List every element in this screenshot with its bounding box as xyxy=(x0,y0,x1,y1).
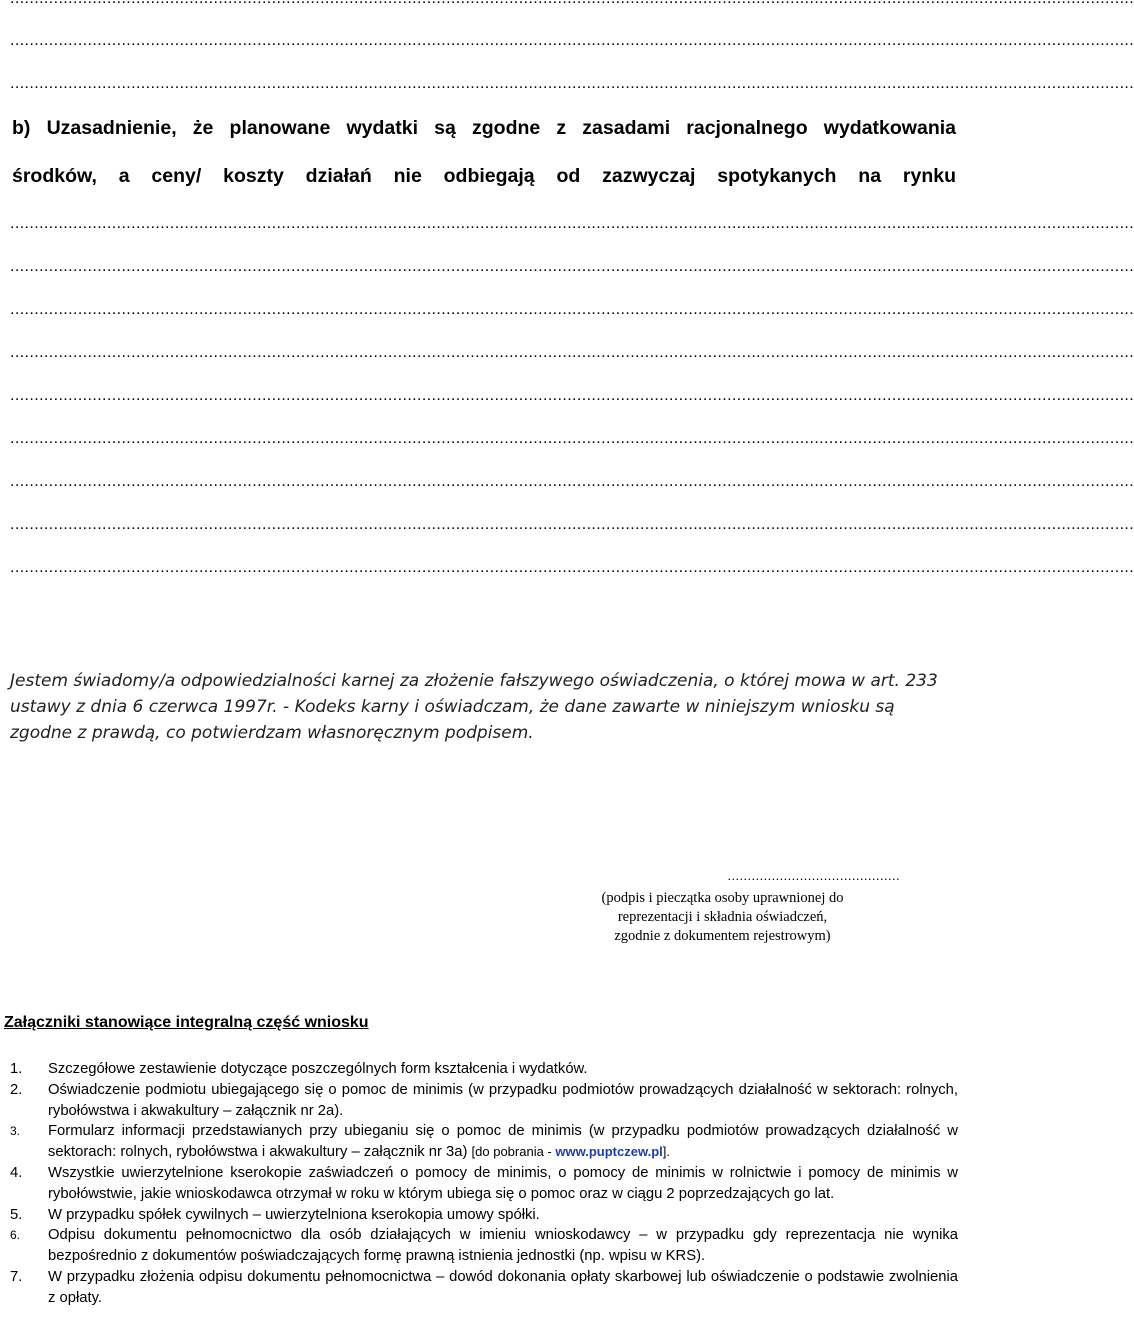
list-item-number: 5. xyxy=(10,1206,23,1223)
answer-dotted-line: ........................................................................................................................................................................................................................................ xyxy=(10,559,1134,576)
signature-caption xyxy=(560,889,885,946)
list-item-number: 4. xyxy=(10,1164,23,1181)
criminal-liability-declaration: Jestem świadomy/a odpowiedzialności karnej za złożenie fałszywego oświadczenia, o której mowa w art. 233 ustawy z dnia 6 czerwca 1997r. - Kodeks karny i oświadczam, że dane zawarte w niniejszym wniosku są zgodne z prawdą, co potwierdzam własnoręcznym podpisem. xyxy=(10,671,938,743)
list-item-text: Wszystkie uwierzytelnione kserokopie zaświadczeń o pomocy de minimis, o pomocy de minimis w rolnictwie i pomocy de minimis w rybołówstwie, jakie wnioskodawca otrzymał w roku w którym ubiega się o pomoc oraz w ciągu 2 poprzedzających go lat. xyxy=(48,1164,958,1202)
list-item xyxy=(10,1205,958,1226)
signature-caption-line: zgodnie z dokumentem rejestrowym) xyxy=(614,928,831,944)
section-heading-line-2: środków, a ceny/ koszty działań nie odbiegają od zazwyczaj spotykanych na rynku xyxy=(12,165,956,187)
section-heading-line-1: b) Uzasadnienie, że planowane wydatki są zgodne z zasadami racjonalnego wydatkowania xyxy=(12,117,956,139)
signature-caption-line: (podpis i pieczątka osoby uprawnionej do xyxy=(601,890,844,906)
list-item xyxy=(10,1225,958,1267)
list-item-text: Oświadczenie podmiotu ubiegającego się o pomoc de minimis (w przypadku podmiotów prowadzących działalność w sektorach: rolnych, rybołówstwa i akwakultury – załącznik nr 2a). xyxy=(48,1081,958,1119)
download-note-prefix: [do pobrania - xyxy=(471,1144,556,1160)
download-link[interactable]: www.puptczew.pl xyxy=(555,1144,663,1160)
dotted-line: ........................................................................................................................................................................................................................................ xyxy=(10,75,1134,92)
list-item-text: W przypadku spółek cywilnych – uwierzytelniona kserokopia umowy spółki. xyxy=(48,1206,540,1223)
signature-caption-line: reprezentacji i składnia oświadczeń, xyxy=(617,909,828,925)
signature-line: ........................................... xyxy=(727,868,900,883)
list-item xyxy=(10,1080,958,1122)
dotted-line xyxy=(10,0,956,8)
list-item-number: 3. xyxy=(10,1124,21,1139)
answer-dotted-line: ........................................................................................................................................................................................................................................ xyxy=(10,473,1134,490)
attachments-title: Załączniki stanowiące integralną część wniosku xyxy=(4,1014,369,1031)
answer-dotted-line: ........................................................................................................................................................................................................................................ xyxy=(10,430,1134,447)
download-note-suffix: ]. xyxy=(662,1144,670,1160)
list-item xyxy=(10,1059,958,1080)
list-item-number: 2. xyxy=(10,1081,23,1098)
attachments-list xyxy=(10,1059,958,1309)
list-item-text: Odpisu dokumentu pełnomocnictwo dla osób działających w imieniu wnioskodawcy – w przypadku gdy reprezentacja nie wynika bezpośrednio z dokumentów poświadczających formę prawną istnienia jednostki (np. wpisu w KRS). xyxy=(48,1227,958,1265)
answer-dotted-line: ........................................................................................................................................................................................................................................ xyxy=(10,516,1134,533)
list-item-text: Szczegółowe zestawienie dotyczące poszczególnych form kształcenia i wydatków. xyxy=(48,1061,588,1077)
list-item-number: 1. xyxy=(10,1061,23,1077)
list-item xyxy=(10,1163,958,1205)
list-item-text: Formularz informacji przedstawianych przy ubieganiu się o pomoc de minimis (w przypadku podmiotów prowadzących działalność w sektorach: rolnych, rybołówstwa i akwakultury – załącznik nr 3a) xyxy=(48,1123,958,1161)
dotted-line: ........................................................................................................................................................................................................................................ xyxy=(10,32,1134,49)
answer-dotted-line: ........................................................................................................................................................................................................................................ xyxy=(10,301,1134,318)
list-item xyxy=(10,1121,958,1163)
answer-dotted-line: ........................................................................................................................................................................................................................................ xyxy=(10,344,1134,361)
list-item-text: W przypadku złożenia odpisu dokumentu pełnomocnictwa – dowód dokonania opłaty skarbowej lub oświadczenie o podstawie zwolnienia z opłaty. xyxy=(48,1268,958,1306)
list-item xyxy=(10,1267,958,1309)
list-item-number: 7. xyxy=(10,1268,23,1285)
answer-dotted-line: ........................................................................................................................................................................................................................................ xyxy=(10,387,1134,404)
list-item-number: 6. xyxy=(10,1228,21,1243)
answer-dotted-line: ........................................................................................................................................................................................................................................ xyxy=(10,215,1134,232)
answer-dotted-line: ........................................................................................................................................................................................................................................ xyxy=(10,258,1134,275)
